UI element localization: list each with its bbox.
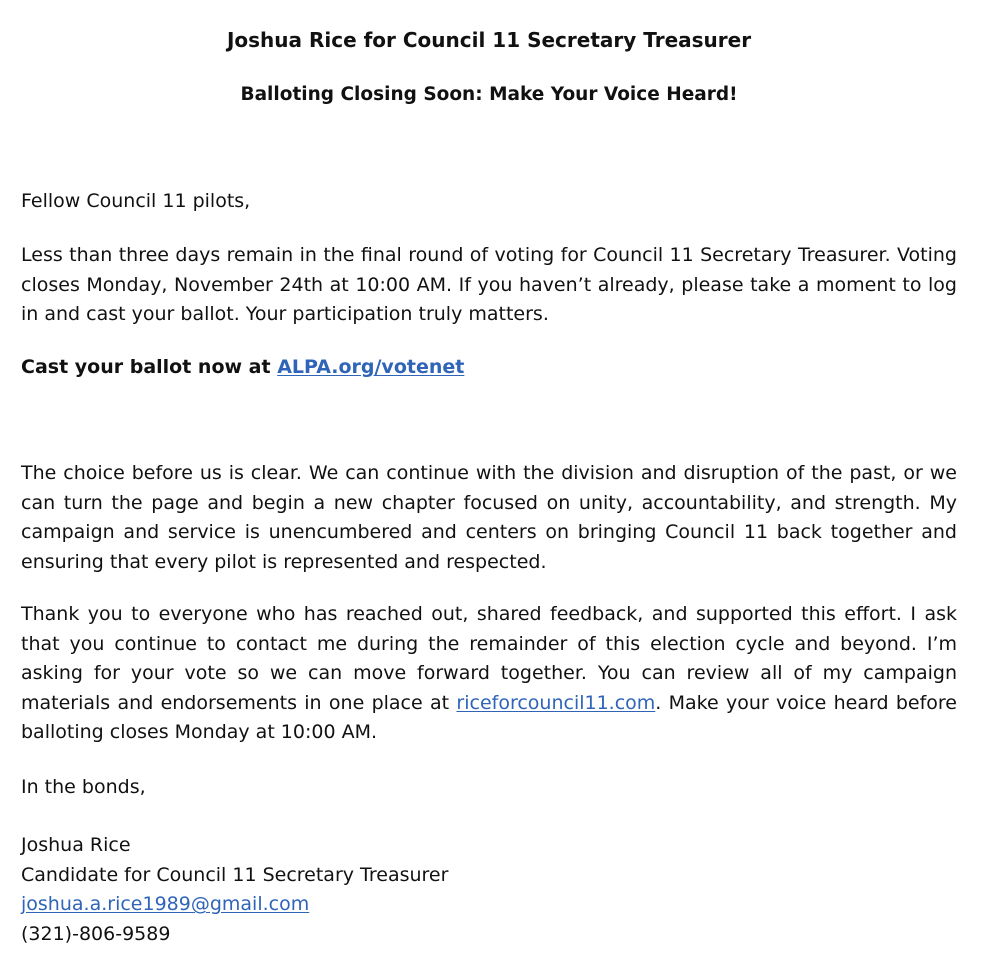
votenet-link[interactable]: ALPA.org/votenet (277, 356, 465, 378)
page-subtitle: Balloting Closing Soon: Make Your Voice Heard! (240, 84, 738, 105)
signature-phone: (321)-806-9589 (21, 922, 171, 945)
paragraph-voting-deadline: Less than three days remain in the final round of voting for Council 11 Secretary Treasurer. Voting closes Monday, November 24th at 10:00 AM. If you haven’t already, please take a moment to log in and cast your ballot. Your participation truly matters. (21, 244, 957, 325)
signature-block (21, 831, 957, 949)
call-to-action-text: Cast your ballot now at (21, 356, 271, 378)
signature-name: Joshua Rice (21, 834, 131, 856)
campaign-website-link[interactable]: riceforcouncil11.com (456, 691, 656, 714)
paragraph-thanks-end: . Make your voice heard before balloting closes Monday at 10:00 AM. (21, 691, 957, 743)
page-title: Joshua Rice for Council 11 Secretary Treasurer (226, 28, 752, 52)
call-to-action (21, 353, 957, 383)
signature-email-link[interactable]: joshua.a.rice1989@gmail.com (21, 893, 310, 915)
closing: In the bonds, (21, 776, 146, 798)
paragraph-choice: The choice before us is clear. We can continue with the division and disruption of the past, or we can turn the page and begin a new chapter focused on unity, accountability, and strength. My campaign and service is unencumbered and centers on bringing Council 11 back together and ensuring that every pilot is represented and respected. (21, 462, 957, 573)
signature-role: Candidate for Council 11 Secretary Treasurer (21, 863, 449, 886)
paragraph-thanks-text: Thank you to everyone who has reached out, shared feedback, and supported this effort. I ask that you continue to contact me during the remainder of this election cycle and beyond. I’m asking for your vote so we can move forward together. You can review all of my campaign materials and endorsements in one place at (21, 603, 957, 714)
paragraph-thanks (21, 600, 957, 748)
greeting: Fellow Council 11 pilots, (21, 190, 251, 212)
